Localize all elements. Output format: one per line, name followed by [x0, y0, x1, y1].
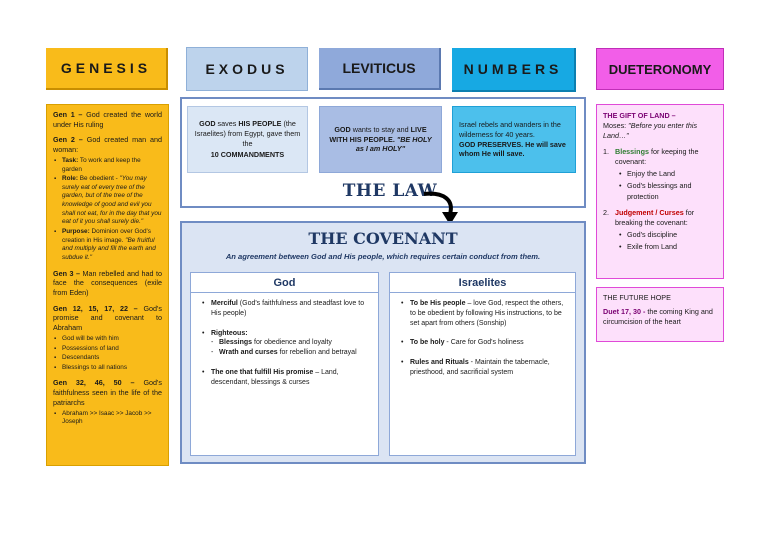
- deut-item-judgement: [603, 208, 717, 252]
- covenant-title: THE COVENANT: [308, 229, 458, 248]
- list-item: ▪ Abraham >> Isaac >> Jacob >> Joseph: [53, 410, 162, 427]
- list-item: ▪ Descendants: [53, 354, 162, 363]
- exodus-saves: saves: [215, 119, 239, 129]
- list-item: • God's discipline: [615, 230, 717, 240]
- judgement-label: Judgement / Curses: [615, 207, 684, 217]
- deuteronomy-header: DUETERONOMY: [596, 48, 724, 90]
- gen3-ref: Gen 3 –: [53, 268, 80, 278]
- task-label: Task:: [62, 156, 79, 164]
- god-header: God: [191, 273, 378, 293]
- numbers-rebels: Israel rebels and wanders in the wilderness for 40 years.: [459, 120, 561, 139]
- exodus-desc: (the Israelites) from Egypt, gave them the: [194, 119, 301, 148]
- genesis-header: GENESIS: [46, 48, 168, 90]
- list-item: ▪ Possessions of land: [53, 345, 162, 354]
- israelites-body: [390, 293, 575, 392]
- gift-title: THE GIFT OF LAND –: [603, 111, 676, 120]
- lev-god: GOD: [334, 124, 351, 134]
- purpose-label: Purpose:: [62, 228, 90, 235]
- leviticus-card: [319, 106, 442, 173]
- gen12-text: God's promise and covenant to Abraham: [53, 303, 162, 333]
- list-item: • God's blessings and protection: [615, 181, 717, 201]
- future-ref: Duet 17, 30 -: [603, 307, 646, 317]
- rules-text: - Maintain the tabernacle, priesthood, and sacrificial system: [410, 359, 550, 376]
- gen3-text: Man rebelled and had to face the consequences (exile from Eden): [53, 268, 162, 297]
- moses-quote: "Before you enter this Land…": [603, 121, 698, 141]
- item2-num: 2.: [603, 207, 609, 217]
- role-quote: "You may surely eat of every tree of the garden, but of the tree of the knowledge of good and evil you shall not eat, for in the day that you eat of it you shall surely die.": [62, 175, 162, 226]
- leviticus-card-text: [326, 125, 435, 154]
- holy-label: To be holy: [410, 339, 445, 347]
- god-blessings: [211, 338, 370, 348]
- judgement-text: for breaking the covenant:: [615, 207, 695, 227]
- role-label: Role:: [62, 175, 78, 183]
- role-text: Be obedient -: [79, 175, 118, 183]
- task-text: To work and keep the garden: [62, 156, 141, 173]
- deut-list: [603, 147, 717, 252]
- gen2-task: [53, 157, 162, 174]
- gen12-list: [53, 335, 162, 373]
- god-righteous: [201, 329, 370, 358]
- gen1-entry: [53, 110, 162, 129]
- righteous-label: Righteous:: [211, 329, 248, 337]
- numbers-preserves: GOD PRESERVES. He will save whom He will save.: [459, 139, 566, 159]
- gen2-list: [53, 157, 162, 263]
- gen2-role: [53, 175, 162, 227]
- gen2-purpose: [53, 228, 162, 263]
- exodus-card: [187, 106, 308, 173]
- blessings-text: for obedience and loyalty: [252, 339, 332, 347]
- list-item: ▪ God will be with him: [53, 335, 162, 344]
- wrath-label: Wrath and curses: [219, 349, 278, 357]
- future-text: the coming King and circumcision of the heart: [603, 307, 713, 327]
- people-label: To be His people: [410, 300, 466, 307]
- merciful-text: (God's faithfulness and steadfast love to His people): [211, 300, 365, 317]
- gen2-entry: [53, 135, 162, 154]
- lev-live: LIVE WITH HIS PEOPLE.: [329, 124, 427, 144]
- rules-label: Rules and Rituals: [410, 359, 469, 367]
- people-text: – love God, respect the others, to be obedient by following His instructions, to be set apart from others (Sonship): [410, 300, 564, 327]
- deuteronomy-panel: [596, 104, 724, 279]
- future-hope-panel: [596, 287, 724, 342]
- numbers-header: NUMBERS: [452, 48, 576, 92]
- purpose-quote: "Be fruitful and multiply and fill the earth and subdue it.": [62, 236, 156, 261]
- god-body: [191, 293, 378, 402]
- israelites-header: Israelites: [390, 273, 575, 293]
- lev-wants: wants to stay and: [350, 124, 411, 134]
- israelites-column: [389, 272, 576, 456]
- gen12-ref: Gen 12, 15, 17, 22 –: [53, 303, 138, 313]
- item1-num: 1.: [603, 147, 609, 157]
- isr-rules: [400, 358, 567, 378]
- gen2-text: God created man and woman:: [53, 135, 163, 155]
- genesis-panel: [46, 104, 169, 466]
- promise-text: – Land, descendant, blessings & curses: [211, 368, 339, 386]
- blessings-label: Blessings: [219, 339, 253, 347]
- blessings-label: Blessings: [615, 147, 649, 157]
- isr-holy: [400, 338, 567, 348]
- list-item: • Enjoy the Land: [615, 169, 717, 179]
- numbers-card: [452, 106, 576, 173]
- gen32-text: God's faithfulness seen in the life of the patriarchs: [53, 378, 162, 407]
- moses-label: Moses:: [603, 121, 627, 131]
- gen2-ref: Gen 2 –: [53, 135, 83, 145]
- god-column: [190, 272, 379, 456]
- god-promise: [201, 368, 370, 388]
- blessings-text: for keeping the covenant:: [615, 147, 699, 167]
- future-line: [603, 307, 717, 327]
- gen32-entry: [53, 378, 162, 407]
- gen32-ref: Gen 32, 46, 50 –: [53, 378, 135, 388]
- deut-item-blessings: [603, 147, 717, 201]
- wrath-text: for rebellion and betrayal: [277, 349, 357, 357]
- leviticus-header: LEVITICUS: [319, 48, 441, 90]
- isr-people: [400, 299, 567, 328]
- moses-line: [603, 121, 717, 141]
- list-item: ▪ Blessings to all nations: [53, 364, 162, 373]
- gen1-text: God created the world under His ruling: [53, 110, 162, 129]
- holy-text: - Care for God's holiness: [444, 339, 524, 347]
- blessings-sublist: [615, 169, 717, 201]
- gen1-ref: Gen 1 –: [53, 110, 83, 119]
- god-wrath: [211, 348, 370, 358]
- god-merciful: [201, 299, 370, 319]
- list-item: • Exile from Land: [615, 242, 717, 252]
- purpose-text: Dominion over God's creation in His image.: [62, 228, 151, 244]
- promise-label: The one that fulfill His promise: [211, 368, 314, 376]
- lev-quote: "BE HOLY as I am HOLY": [355, 134, 432, 154]
- gen3-entry: [53, 269, 162, 298]
- law-title: THE LAW: [342, 181, 438, 201]
- judgement-sublist: [615, 230, 717, 252]
- gen32-list: [53, 410, 162, 427]
- future-title: THE FUTURE HOPE: [603, 293, 671, 302]
- exodus-his-people: HIS PEOPLE: [238, 119, 282, 129]
- exodus-commandments: 10 COMMANDMENTS: [210, 150, 285, 160]
- exodus-god: GOD: [199, 119, 216, 129]
- merciful-label: Merciful: [211, 300, 238, 307]
- gen12-entry: [53, 304, 162, 333]
- exodus-header: EXODUS: [186, 47, 308, 91]
- covenant-subtitle: An agreement between God and His people, which requires certain conduct from them.: [225, 252, 541, 261]
- exodus-card-text: [194, 119, 301, 148]
